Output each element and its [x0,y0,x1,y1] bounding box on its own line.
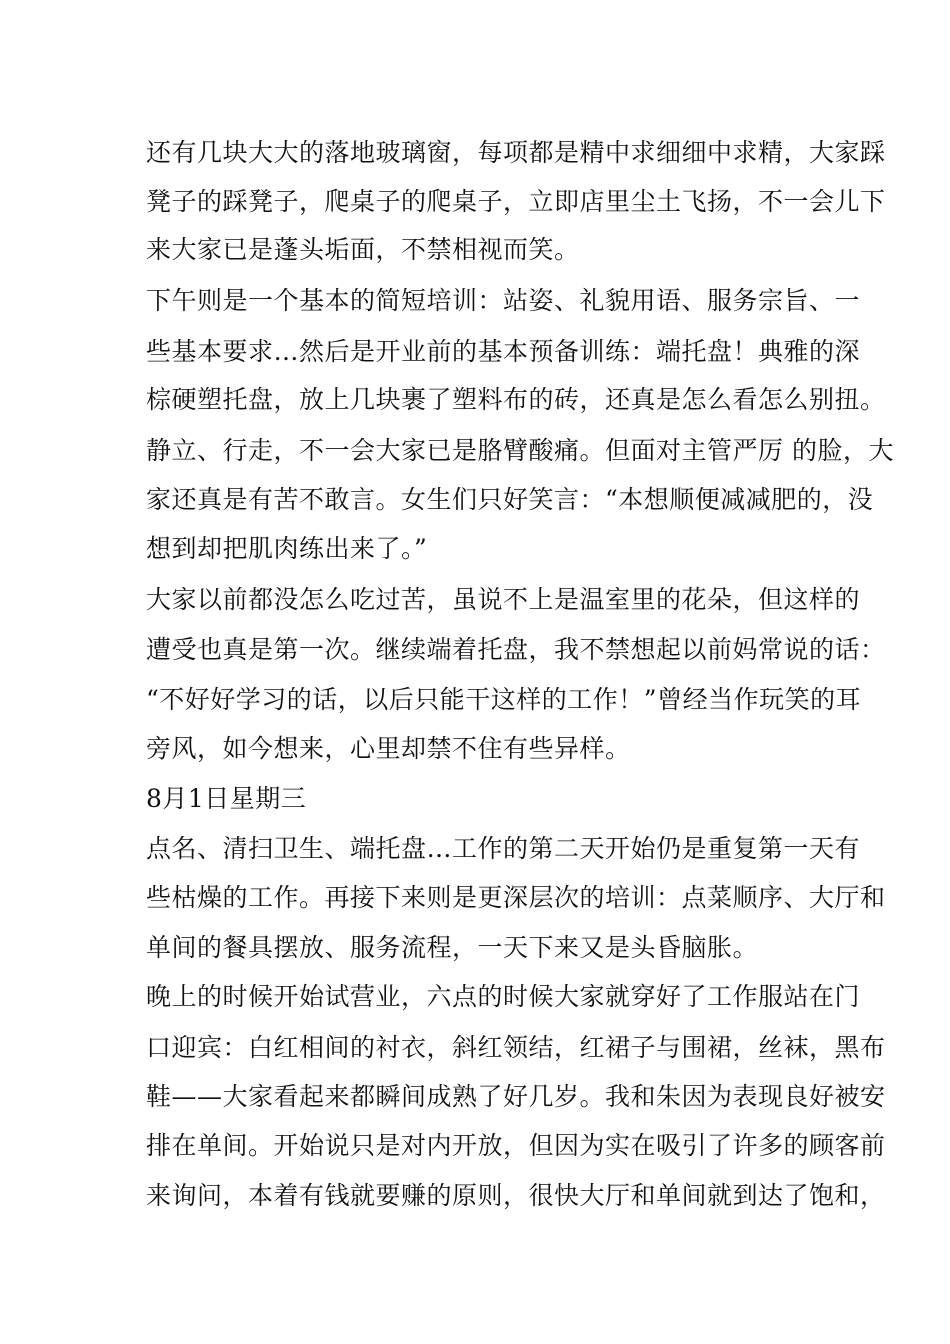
text-line: 单间的餐具摆放、服务流程，一天下来又是头昏脑胀。 [146,933,759,962]
text-line: “不好好学习的话，以后只能干这样的工作！”曾经当作玩笑的耳 [146,685,862,714]
text-line: 晚上的时候开始试营业，六点的时候大家就穿好了工作服站在门 [146,982,861,1011]
text-line: 凳子的踩凳子，爬桌子的爬桌子，立即店里尘土飞扬，不一会儿下 [146,187,886,216]
date-heading: 8月1日星期三 [146,784,307,813]
text-line: 还有几块大大的落地玻璃窗，每项都是精中求细细中求精，大家踩 [146,138,886,167]
text-line: 静立、行走，不一会大家已是胳臂酸痛。但面对主管严厉 的脸，大 [146,436,894,465]
text-line: 鞋——大家看起来都瞬间成熟了好几岁。我和朱因为表现良好被安 [146,1082,886,1111]
text-line: 点名、清扫卫生、端托盘…工作的第二天开始仍是重复第一天有 [146,834,861,863]
text-line: 棕硬塑托盘，放上几块裹了塑料布的砖，还真是怎么看怎么别扭。 [146,385,886,414]
text-line: 旁风，如今想来，心里却禁不住有些异样。 [146,734,631,763]
text-line: 排在单间。开始说只是对内开放，但因为实在吸引了许多的顾客前 [146,1131,886,1160]
text-line: 些基本要求…然后是开业前的基本预备训练：端托盘！典雅的深 [146,337,861,366]
text-line: 想到却把肌肉练出来了。” [146,534,428,563]
text-line: 下午则是一个基本的简短培训：站姿、礼貌用语、服务宗旨、一 [146,286,861,315]
text-line: 来大家已是蓬头垢面，不禁相视而笑。 [146,235,580,264]
text-line: 大家以前都没怎么吃过苦，虽说不上是温室里的花朵，但这样的 [146,585,861,614]
text-line: 家还真是有苦不敢言。女生们只好笑言：“本想顺便减减肥的，没 [146,485,874,514]
text-line: 来询问，本着有钱就要赚的原则，很快大厅和单间就到达了饱和， [146,1181,886,1210]
text-line: 些枯燥的工作。再接下来则是更深层次的培训：点菜顺序、大厅和 [146,883,886,912]
text-line: 遭受也真是第一次。继续端着托盘，我不禁想起以前妈常说的话： [146,635,886,664]
text-line: 口迎宾：白红相间的衬衣，斜红领结，红裙子与围裙，丝袜，黑布 [146,1033,886,1062]
